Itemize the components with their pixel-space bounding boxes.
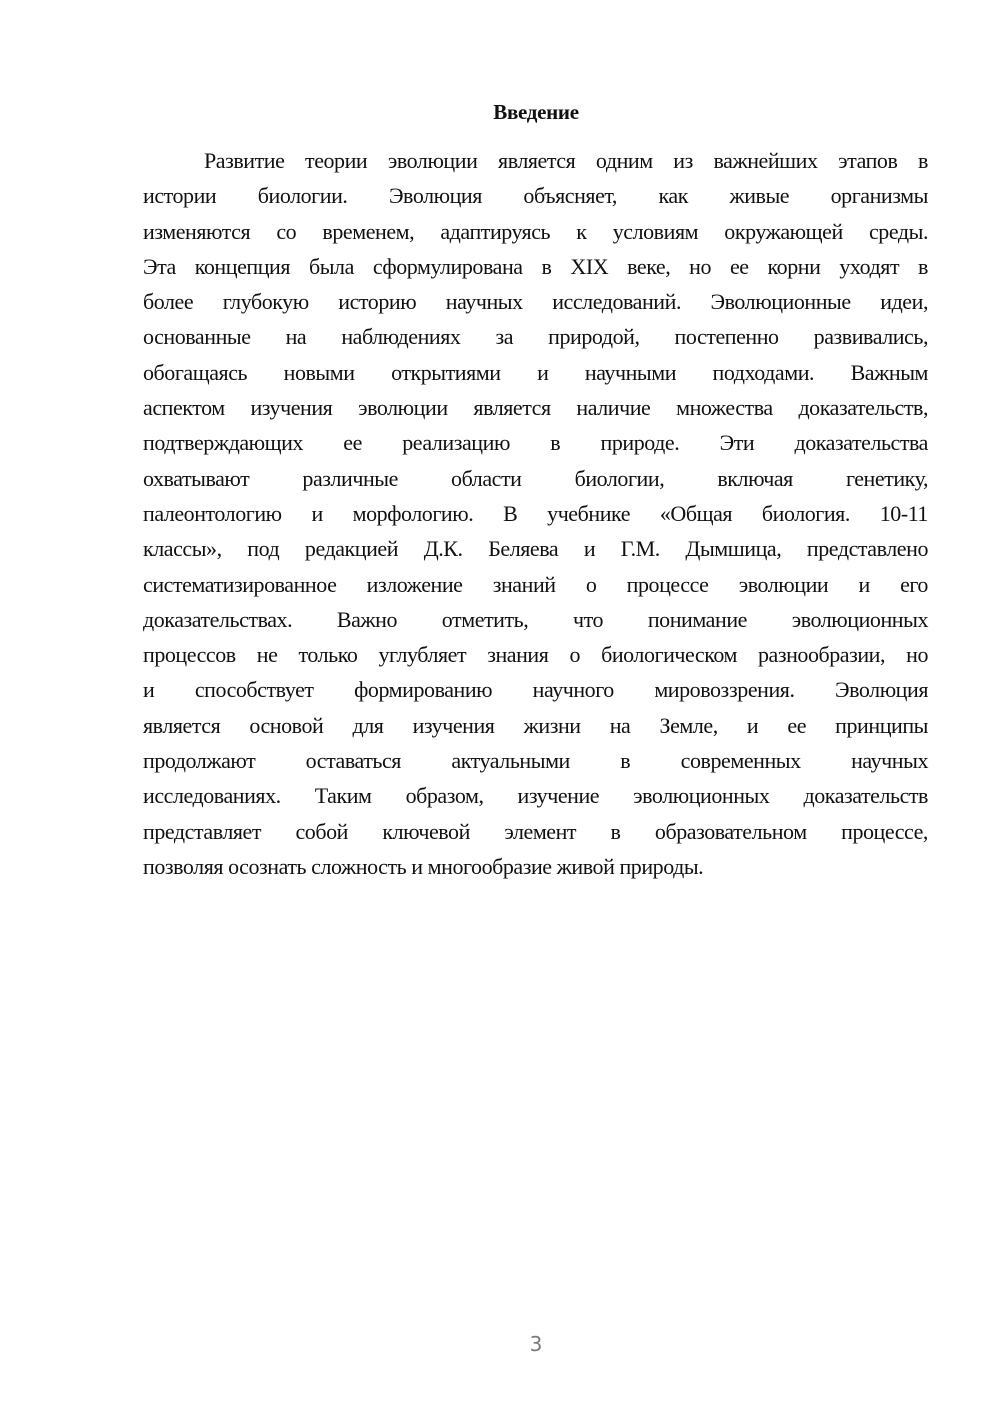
text-line: и способствует формированию научного мировоззрения. Эволюция bbox=[143, 677, 928, 703]
text-line: является основой для изучения жизни на Земле, и ее принципы bbox=[143, 712, 928, 738]
text-line: обогащаясь новыми открытиями и научными подходами. Важным bbox=[143, 359, 928, 385]
text-line: Эта концепция была сформулирована в XIX веке, но ее корни уходят в bbox=[143, 253, 928, 279]
text-line: исследованиях. Таким образом, изучение эволюционных доказательств bbox=[143, 783, 928, 809]
text-line: продолжают оставаться актуальными в современных научных bbox=[143, 748, 928, 774]
text-line: процессов не только углубляет знания о биологическом разнообразии, но bbox=[143, 642, 928, 668]
text-line: позволяя осознать сложность и многообразие живой природы. bbox=[143, 853, 704, 879]
text-line: Развитие теории эволюции является одним из важнейших этапов в bbox=[204, 148, 928, 173]
text-line: палеонтологию и морфологию. В учебнике «Общая биология. 10-11 bbox=[143, 500, 928, 526]
text-line: подтверждающих ее реализацию в природе. Эти доказательства bbox=[143, 430, 928, 456]
text-line: аспектом изучения эволюции является наличие множества доказательств, bbox=[143, 395, 928, 421]
body-paragraph bbox=[143, 143, 928, 884]
section-heading: Введение bbox=[493, 100, 579, 124]
text-line: представляет собой ключевой элемент в образовательном процессе, bbox=[143, 818, 928, 844]
text-line: классы», под редакцией Д.К. Беляева и Г.М. Дымшица, представлено bbox=[143, 536, 928, 562]
text-line: доказательствах. Важно отметить, что понимание эволюционных bbox=[143, 606, 928, 632]
text-line: изменяются со временем, адаптируясь к условиям окружающей среды. bbox=[143, 218, 928, 244]
text-line: основанные на наблюдениях за природой, постепенно развивались, bbox=[143, 324, 928, 350]
text-line: более глубокую историю научных исследований. Эволюционные идеи, bbox=[143, 289, 928, 315]
text-line: охватывают различные области биологии, включая генетику, bbox=[143, 465, 928, 491]
page-number: 3 bbox=[529, 1332, 543, 1356]
text-line: истории биологии. Эволюция объясняет, как живые организмы bbox=[143, 183, 928, 209]
text-line: систематизированное изложение знаний о процессе эволюции и его bbox=[143, 571, 928, 597]
